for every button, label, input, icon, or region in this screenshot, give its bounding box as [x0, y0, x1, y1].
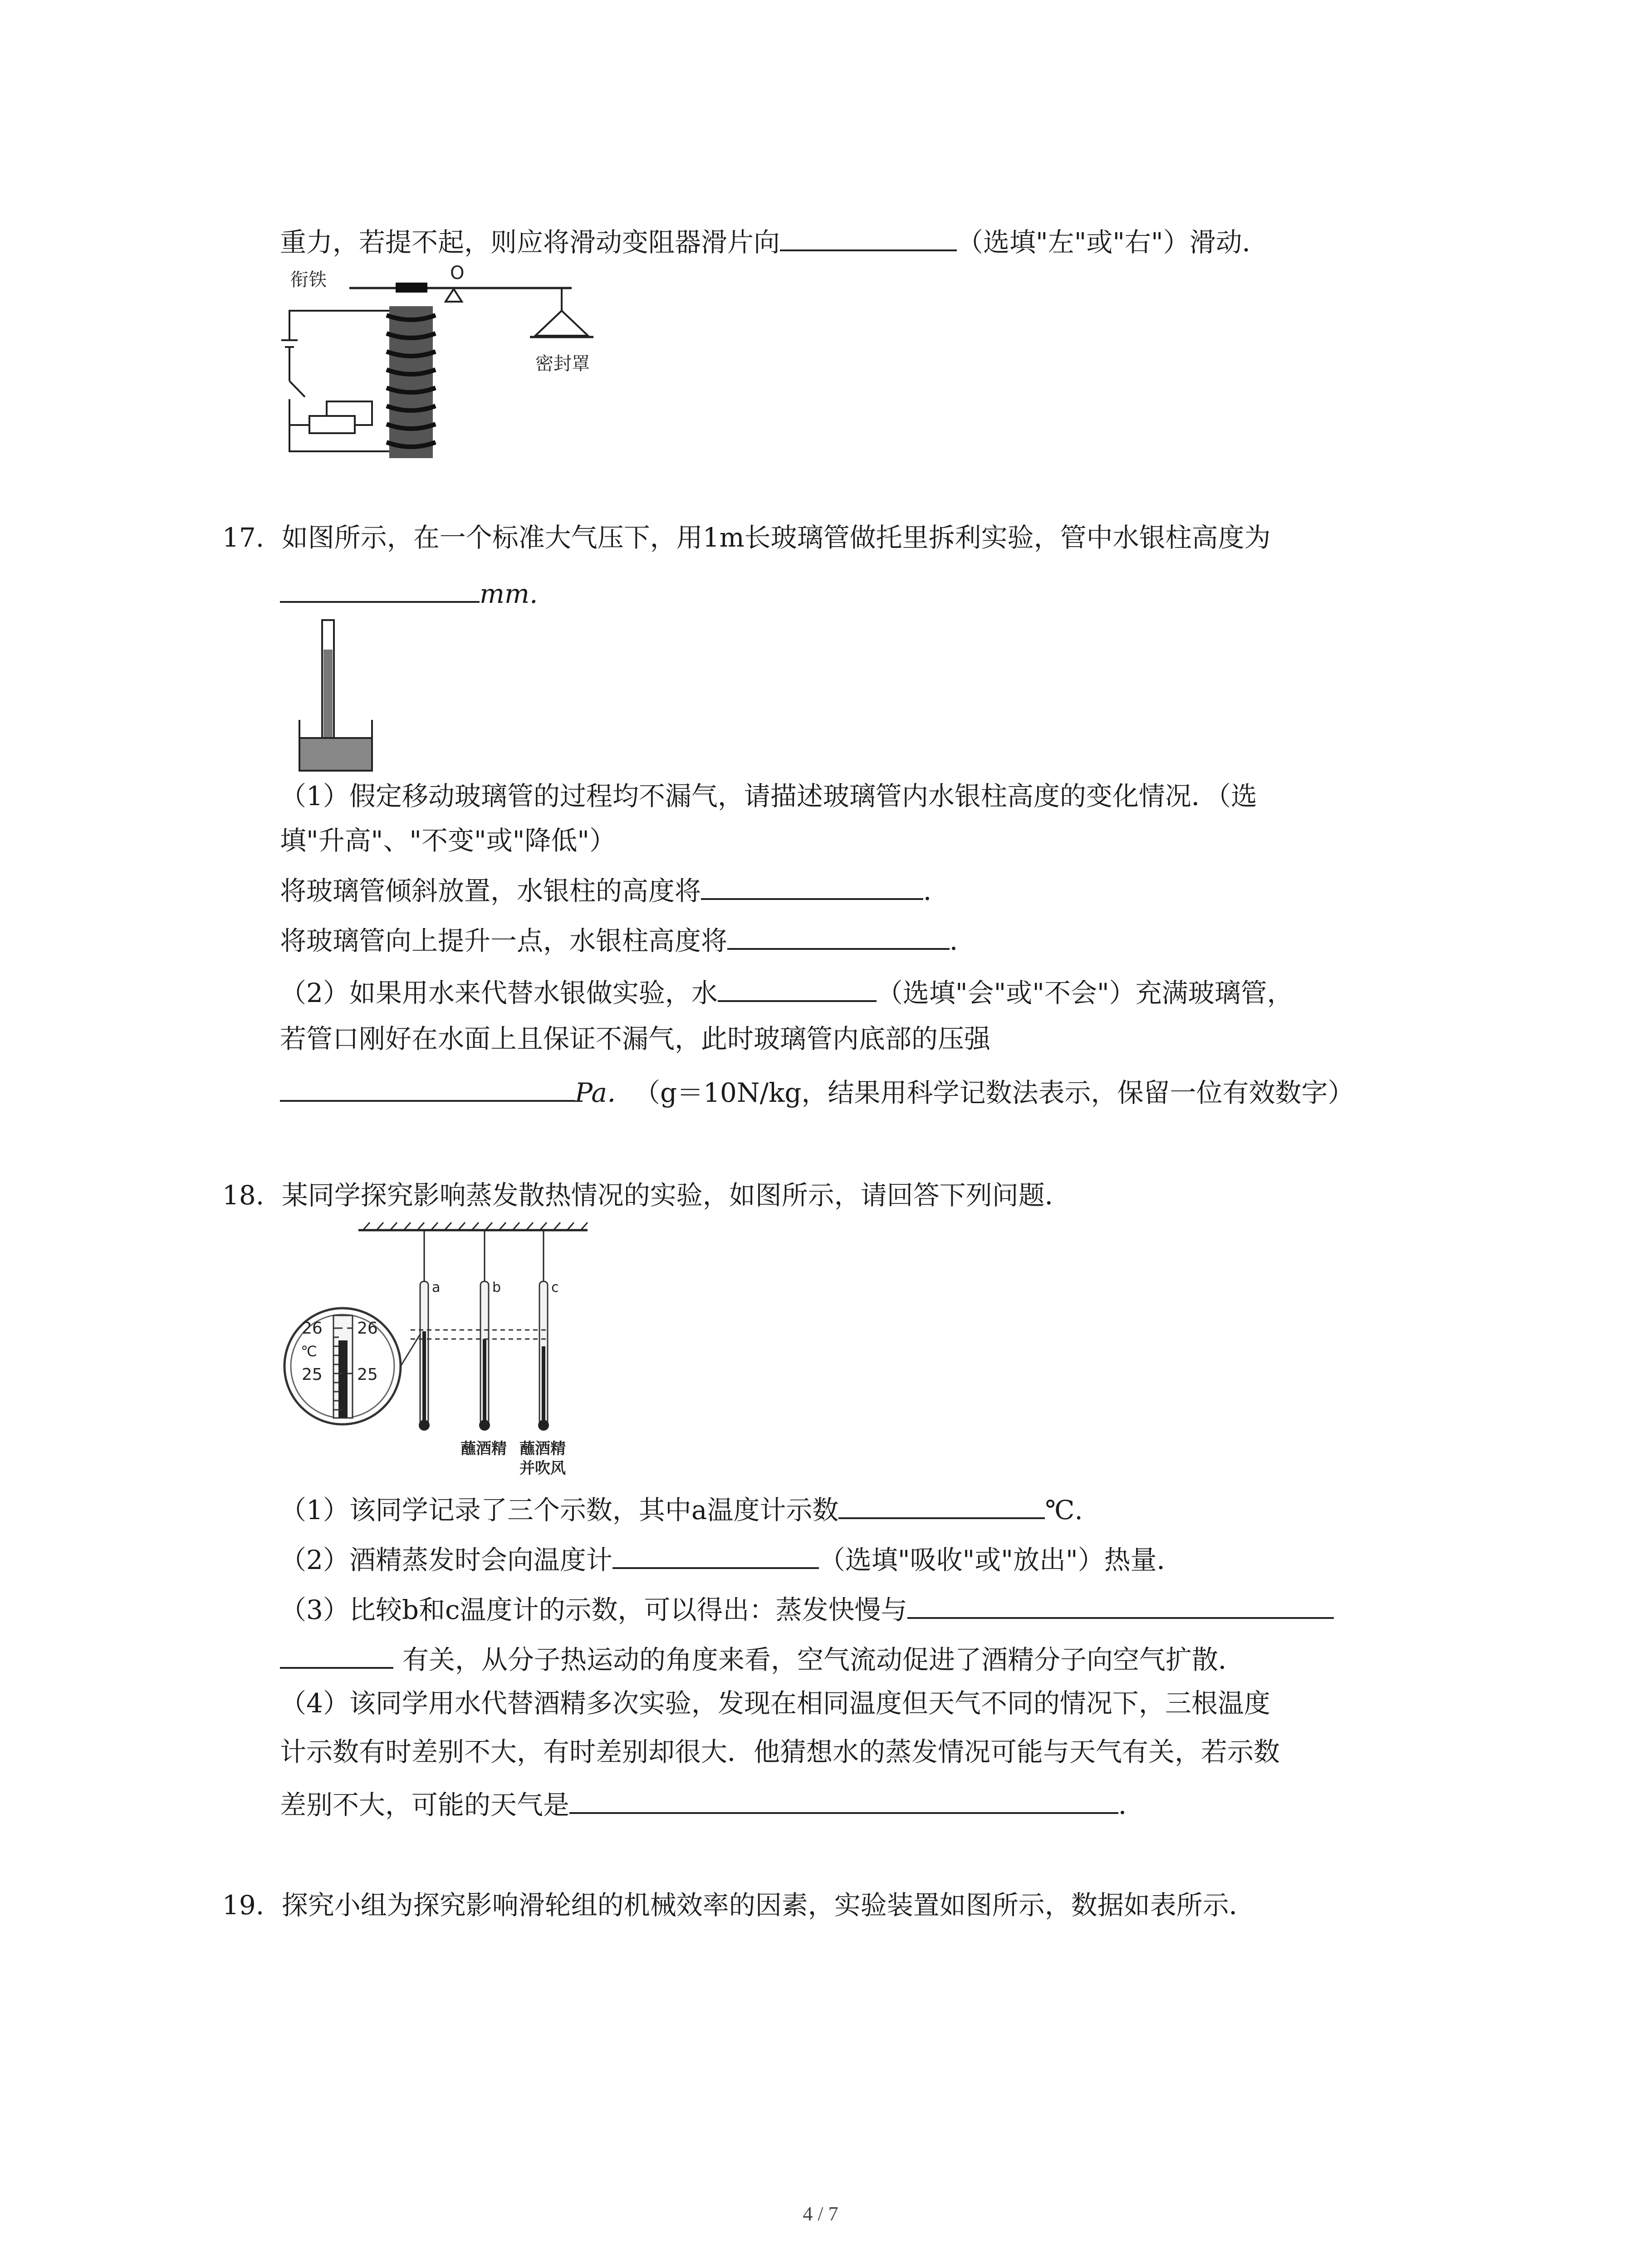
- blow-air-label: 并吹风: [519, 1459, 566, 1477]
- scale-25-right: 25: [357, 1365, 378, 1384]
- q17-sub1a: （1）假定移动玻璃管的过程均不漏气，请描述玻璃管内水银柱高度的变化情况．（选: [280, 781, 1257, 811]
- page-number: 4 / 7: [803, 2203, 838, 2225]
- answer-blank[interactable]: [727, 921, 950, 950]
- q17-sub2b: 若管口刚好在水面上且保证不漏气，此时玻璃管内底部的压强: [280, 1023, 991, 1054]
- q18-s1: （1）该同学记录了三个示数，其中a温度计示数 ℃.: [280, 1490, 1083, 1528]
- q17-line1: 17. 如图所示，在一个标准大气压下，用1m长玻璃管做托里拆利实验，管中水银柱高度为: [222, 522, 1271, 553]
- answer-blank[interactable]: [701, 871, 923, 900]
- armature-label: 衔铁: [290, 269, 327, 290]
- thermometer-c-label: c: [551, 1280, 559, 1295]
- q17-sub1d: 将玻璃管向上提升一点，水银柱高度将 ．: [280, 921, 976, 959]
- answer-blank[interactable]: [280, 1073, 575, 1102]
- electromagnet-figure: [281, 261, 626, 463]
- answer-blank[interactable]: [838, 1490, 1045, 1519]
- thermometer-figure: [279, 1220, 606, 1481]
- q18-s4c: 差别不大，可能的天气是 ．: [280, 1785, 1145, 1823]
- answer-blank[interactable]: [718, 973, 877, 1002]
- dip-alcohol-label-b: 蘸酒精: [460, 1440, 507, 1458]
- torricelli-tube-figure: [297, 618, 374, 772]
- q18-line1: 18. 某同学探究影响蒸发散热情况的实验，如图所示，请回答下列问题．: [222, 1180, 1071, 1211]
- scale-26-left: 26: [302, 1319, 323, 1338]
- q16-line1: 重力，若提不起，则应将滑动变阻器滑片向 （选填"左"或"右"）滑动．: [280, 222, 1269, 260]
- q18-s4b: 计示数有时差别不大，有时差别却很大．他猜想水的蒸发情况可能与天气有关，若示数: [280, 1736, 1280, 1767]
- celsius-unit: ℃: [301, 1343, 317, 1360]
- dip-alcohol-label-c: 蘸酒精: [519, 1440, 566, 1458]
- answer-blank-continued: [280, 1640, 393, 1669]
- answer-blank[interactable]: [780, 222, 957, 251]
- answer-blank[interactable]: [280, 574, 480, 603]
- q18-s3: （3）比较b和c温度计的示数，可以得出：蒸发快慢与: [280, 1590, 1334, 1628]
- q18-s3b: 有关，从分子热运动的角度来看，空气流动促进了酒精分子向空气扩散．: [280, 1640, 1244, 1678]
- thermometer-a-label: a: [432, 1280, 441, 1295]
- q17-line2: mm.: [280, 574, 538, 612]
- q18-s4a: （4）该同学用水代替酒精多次实验，发现在相同温度但天气不同的情况下，三根温度: [280, 1688, 1270, 1719]
- q17-sub1b: 填"升高"、"不变"或"降低"）: [280, 825, 616, 856]
- q18-s2: （2）酒精蒸发时会向温度计 （选填"吸收"或"放出"）热量．: [280, 1540, 1183, 1578]
- scale-25-left: 25: [302, 1365, 323, 1384]
- thermometer-b-label: b: [492, 1280, 501, 1295]
- answer-blank[interactable]: [569, 1785, 1118, 1814]
- q17-sub2a: （2）如果用水来代替水银做实验，水 （选填"会"或"不会"）充满玻璃管，: [280, 973, 1293, 1011]
- pivot-label: O: [450, 263, 465, 284]
- answer-blank[interactable]: [612, 1540, 819, 1569]
- scale-26-right: 26: [357, 1319, 378, 1338]
- q19-line1: 19. 探究小组为探究影响滑轮组的机械效率的因素，实验装置如图所示，数据如表所示．: [222, 1890, 1255, 1921]
- q17-sub2c: Pa． （g＝10N/kg，结果用科学记数法表示，保留一位有效数字）: [280, 1073, 1354, 1111]
- cover-label: 密封罩: [535, 353, 590, 374]
- answer-blank[interactable]: [907, 1590, 1334, 1619]
- q17-sub1c: 将玻璃管倾斜放置，水银柱的高度将 ．: [280, 871, 950, 909]
